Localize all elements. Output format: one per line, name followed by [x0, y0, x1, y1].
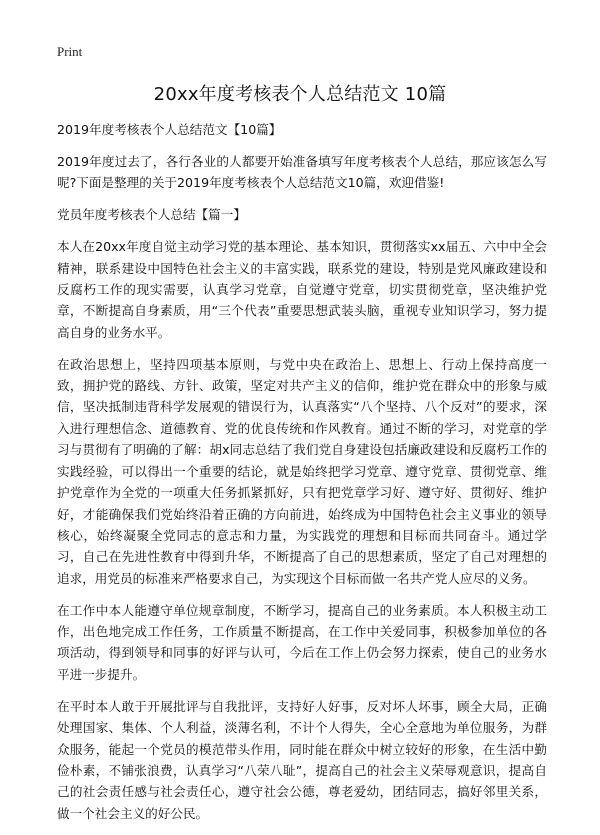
- body-paragraph: 在工作中本人能遵守单位规章制度，不断学习，提高自己的业务素质。本人积极主动工作，出色地完成工作任务，工作质量不断提高，在工作中关爱同事，积极参加单位的各项活动，得到领导和同事的好评与认可，今后在工作上仍会努力探索，使自己的业务水平进一步提升。: [57, 602, 547, 682]
- document-body: [57, 119, 547, 835]
- body-paragraph: 在政治思想上，坚持四项基本原则，与党中央在政治上、思想上、行动上保持高度一致，拥护党的路线、方针、政策，坚定对共产主义的信仰，维护党在群众中的形象与威信，坚决抵制违背科学发展观的错误行为，认真落实“八个坚持、八个反对”的要求，深入进行理想信念、道德教育、党的优良传统和作风教育。通过不断的学习，对党章的学习与贯彻有了明确的了解：胡x同志总结了我们党自身建设包括廉政建设和反腐朽工作的实践经验，可以得出一个重要的结论，就是始终把学习党章、遵守党章、贯彻党章、维护党章作为全党的一项重大任务抓紧抓好，只有把党章学习好、遵守好、贯彻好、维护好，才能确保我们党始终沿着正确的方向前进，始终成为中国特色社会主义事业的领导核心，始终凝聚全党同志的意志和力量，为实践党的理想和目标而共同奋斗。通过学习，自己在先进性教育中得到升华，不断提高了自己的思想素质，坚定了自己对理想的追求，用党员的标准来严格要求自己，为实现这个目标而做一名共产党人应尽的义务。: [57, 356, 547, 586]
- print-link[interactable]: Print: [57, 44, 83, 59]
- section-heading: 党员年度考核表个人总结【篇一】: [57, 207, 246, 223]
- document-title: 20xx年度考核表个人总结范文 10篇: [153, 84, 447, 105]
- document-subtitle: 2019年度考核表个人总结范文【10篇】: [57, 122, 282, 137]
- body-paragraph: 本人在20xx年度自觉主动学习党的基本理论、基本知识，贯彻落实xx届五、六中中全会精神，联系建设中国特色社会主义的丰富实践，联系党的建设，特别是党风廉政建设和反腐朽工作的现实需要，认真学习党章，自觉遵守党章，切实贯彻党章，坚决维护党章，不断提高自身素质，用“三个代表”重要思想武装头脑，重视专业知识学习，努力提高自身的业务水平。: [57, 239, 547, 340]
- intro-paragraph: 2019年度过去了，各行各业的人都要开始准备填写年度考核表个人总结，那应该怎么写呢?下面是整理的关于2019年度考核表个人总结范文10篇，欢迎借鉴!: [57, 153, 547, 191]
- body-paragraph: 在平时本人敢于开展批评与自我批评，支持好人好事，反对坏人坏事，顾全大局，正确处理国家、集体、个人利益，淡薄名利，不计个人得失，全心全意地为单位服务，为群众服务，能起一个党员的模范带头作用，同时能在群众中树立较好的形象，在生活中勤俭朴素，不铺张浪费，认真学习“八荣八耻”，提高自己的社会主义荣辱观意识，提高自己的社会责任感与社会责任心，遵守社会公德，尊老爱幼，团结同志，搞好邻里关系，做一个社会主义的好公民。: [57, 698, 547, 821]
